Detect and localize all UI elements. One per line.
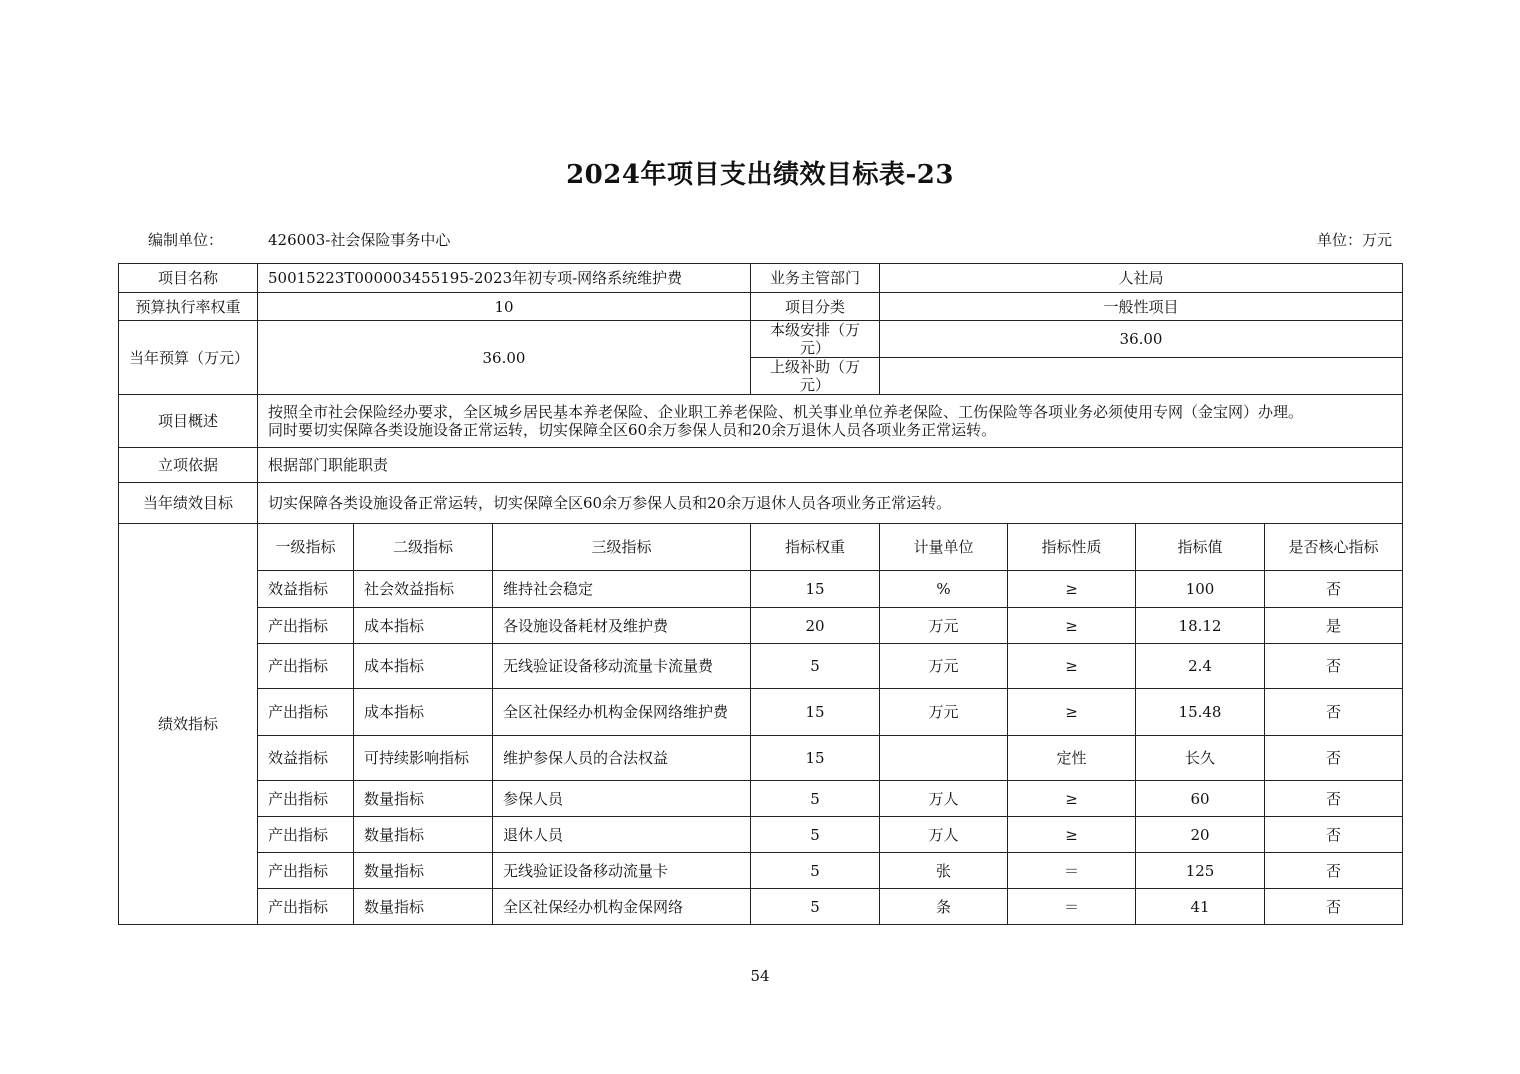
level3-cell: 无线验证设备移动流量卡: [493, 853, 751, 889]
weight-cell: 15: [751, 736, 880, 781]
weight-cell: 20: [751, 608, 880, 644]
performance-table: [118, 263, 1403, 925]
core-cell: 是: [1265, 608, 1403, 644]
indicator-row: [119, 736, 1403, 781]
unit-cell: 万元: [880, 689, 1008, 736]
weight-cell: 5: [751, 889, 880, 925]
level3-cell: 维持社会稳定: [493, 571, 751, 608]
level2-cell: 成本指标: [354, 689, 493, 736]
level1-cell: 产出指标: [258, 644, 354, 689]
value-cell: 100: [1136, 571, 1265, 608]
unit-cell: 张: [880, 853, 1008, 889]
header-weight: 指标权重: [751, 524, 880, 571]
level2-cell: 可持续影响指标: [354, 736, 493, 781]
core-cell: 否: [1265, 781, 1403, 817]
value-cell: 长久: [1136, 736, 1265, 781]
core-cell: 否: [1265, 736, 1403, 781]
core-cell: 否: [1265, 644, 1403, 689]
value-cell: 2.4: [1136, 644, 1265, 689]
value-cell: 60: [1136, 781, 1265, 817]
level2-cell: 数量指标: [354, 853, 493, 889]
level2-cell: 数量指标: [354, 889, 493, 925]
nature-cell: ≥: [1008, 571, 1136, 608]
document-title: 2024年项目支出绩效目标表-23: [566, 160, 954, 190]
currency-unit: 单位：万元: [1316, 231, 1392, 249]
project-basis-label: 立项依据: [119, 448, 258, 483]
level2-cell: 成本指标: [354, 644, 493, 689]
level3-cell: 全区社保经办机构金保网络: [493, 889, 751, 925]
compiling-unit-value: 426003-社会保险事务中心: [268, 231, 451, 249]
level3-cell: 参保人员: [493, 781, 751, 817]
annual-budget-value: 36.00: [258, 321, 751, 395]
indicator-row: [119, 889, 1403, 925]
unit-cell: %: [880, 571, 1008, 608]
level1-cell: 产出指标: [258, 853, 354, 889]
header-value: 指标值: [1136, 524, 1265, 571]
value-cell: 15.48: [1136, 689, 1265, 736]
level1-cell: 产出指标: [258, 889, 354, 925]
budget-weight-label: 预算执行率权重: [119, 293, 258, 321]
value-cell: 41: [1136, 889, 1265, 925]
unit-cell: 万元: [880, 644, 1008, 689]
level3-cell: 全区社保经办机构金保网络维护费: [493, 689, 751, 736]
project-overview-line-2: 同时要切实保障各类设施设备正常运转，切实保障全区60余万参保人员和20余万退休人员各项业务正常运转。: [268, 421, 997, 439]
level2-cell: 数量指标: [354, 781, 493, 817]
nature-cell: ≥: [1008, 608, 1136, 644]
indicator-row: [119, 689, 1403, 736]
weight-row: [119, 293, 1403, 321]
indicator-row: [119, 644, 1403, 689]
weight-cell: 15: [751, 689, 880, 736]
level1-cell: 效益指标: [258, 571, 354, 608]
value-cell: 125: [1136, 853, 1265, 889]
level2-cell: 社会效益指标: [354, 571, 493, 608]
annual-goal-value: 切实保障各类设施设备正常运转，切实保障全区60余万参保人员和20余万退休人员各项业务正常运转。: [258, 483, 1403, 524]
header-level3: 三级指标: [493, 524, 751, 571]
nature-cell: ＝: [1008, 889, 1136, 925]
unit-cell: 万元: [880, 608, 1008, 644]
project-basis-value: 根据部门职能职责: [258, 448, 1403, 483]
weight-cell: 15: [751, 571, 880, 608]
header-nature: 指标性质: [1008, 524, 1136, 571]
department-value: 人社局: [880, 264, 1403, 293]
local-allocation-value: 36.00: [880, 321, 1403, 358]
budget-weight-value: 10: [258, 293, 751, 321]
annual-goal-label: 当年绩效目标: [119, 483, 258, 524]
level3-cell: 各设施设备耗材及维护费: [493, 608, 751, 644]
level3-cell: 退休人员: [493, 817, 751, 853]
weight-cell: 5: [751, 644, 880, 689]
project-name-value: 50015223T000003455195-2023年初专项-网络系统维护费: [258, 264, 751, 293]
core-cell: 否: [1265, 571, 1403, 608]
indicator-header-row: [119, 524, 1403, 571]
header-level1: 一级指标: [258, 524, 354, 571]
level2-cell: 数量指标: [354, 817, 493, 853]
superior-subsidy-label: 上级补助（万元）: [751, 358, 880, 395]
core-cell: 否: [1265, 817, 1403, 853]
page-number: 54: [750, 967, 770, 985]
unit-cell: 万人: [880, 781, 1008, 817]
nature-cell: ≥: [1008, 781, 1136, 817]
header-level2: 二级指标: [354, 524, 493, 571]
unit-cell: 条: [880, 889, 1008, 925]
project-overview-line-1: 按照全市社会保险经办要求，全区城乡居民基本养老保险、企业职工养老保险、机关事业单位养老保险、工伤保险等各项业务必须使用专网（金宝网）办理。: [268, 403, 1304, 421]
unit-cell: [880, 736, 1008, 781]
unit-cell: 万人: [880, 817, 1008, 853]
nature-cell: ≥: [1008, 644, 1136, 689]
core-cell: 否: [1265, 853, 1403, 889]
nature-cell: ＝: [1008, 853, 1136, 889]
level1-cell: 产出指标: [258, 689, 354, 736]
indicator-row: [119, 571, 1403, 608]
goal-row: [119, 483, 1403, 524]
indicators-section-label: 绩效指标: [119, 524, 258, 925]
header-unit: 计量单位: [880, 524, 1008, 571]
core-cell: 否: [1265, 889, 1403, 925]
indicator-row: [119, 608, 1403, 644]
level1-cell: 产出指标: [258, 781, 354, 817]
nature-cell: ≥: [1008, 817, 1136, 853]
project-name-row: [119, 264, 1403, 293]
indicator-row: [119, 781, 1403, 817]
project-overview-label: 项目概述: [119, 395, 258, 448]
annual-budget-label: 当年预算（万元）: [119, 321, 258, 395]
basis-row: [119, 448, 1403, 483]
weight-cell: 5: [751, 853, 880, 889]
level1-cell: 产出指标: [258, 817, 354, 853]
local-allocation-label: 本级安排（万元）: [751, 321, 880, 358]
indicator-row: [119, 817, 1403, 853]
core-cell: 否: [1265, 689, 1403, 736]
header-core: 是否核心指标: [1265, 524, 1403, 571]
department-label: 业务主管部门: [751, 264, 880, 293]
level3-cell: 无线验证设备移动流量卡流量费: [493, 644, 751, 689]
weight-cell: 5: [751, 781, 880, 817]
indicator-row: [119, 853, 1403, 889]
superior-subsidy-value: [880, 358, 1403, 395]
weight-cell: 5: [751, 817, 880, 853]
nature-cell: 定性: [1008, 736, 1136, 781]
budget-row: [119, 321, 1403, 358]
project-name-label: 项目名称: [119, 264, 258, 293]
value-cell: 18.12: [1136, 608, 1265, 644]
project-category-value: 一般性项目: [880, 293, 1403, 321]
project-overview-value: [258, 395, 1403, 448]
level3-cell: 维护参保人员的合法权益: [493, 736, 751, 781]
level1-cell: 效益指标: [258, 736, 354, 781]
value-cell: 20: [1136, 817, 1265, 853]
level1-cell: 产出指标: [258, 608, 354, 644]
level2-cell: 成本指标: [354, 608, 493, 644]
project-category-label: 项目分类: [751, 293, 880, 321]
compiling-unit-label: 编制单位：: [148, 231, 224, 249]
overview-row: [119, 395, 1403, 448]
nature-cell: ≥: [1008, 689, 1136, 736]
